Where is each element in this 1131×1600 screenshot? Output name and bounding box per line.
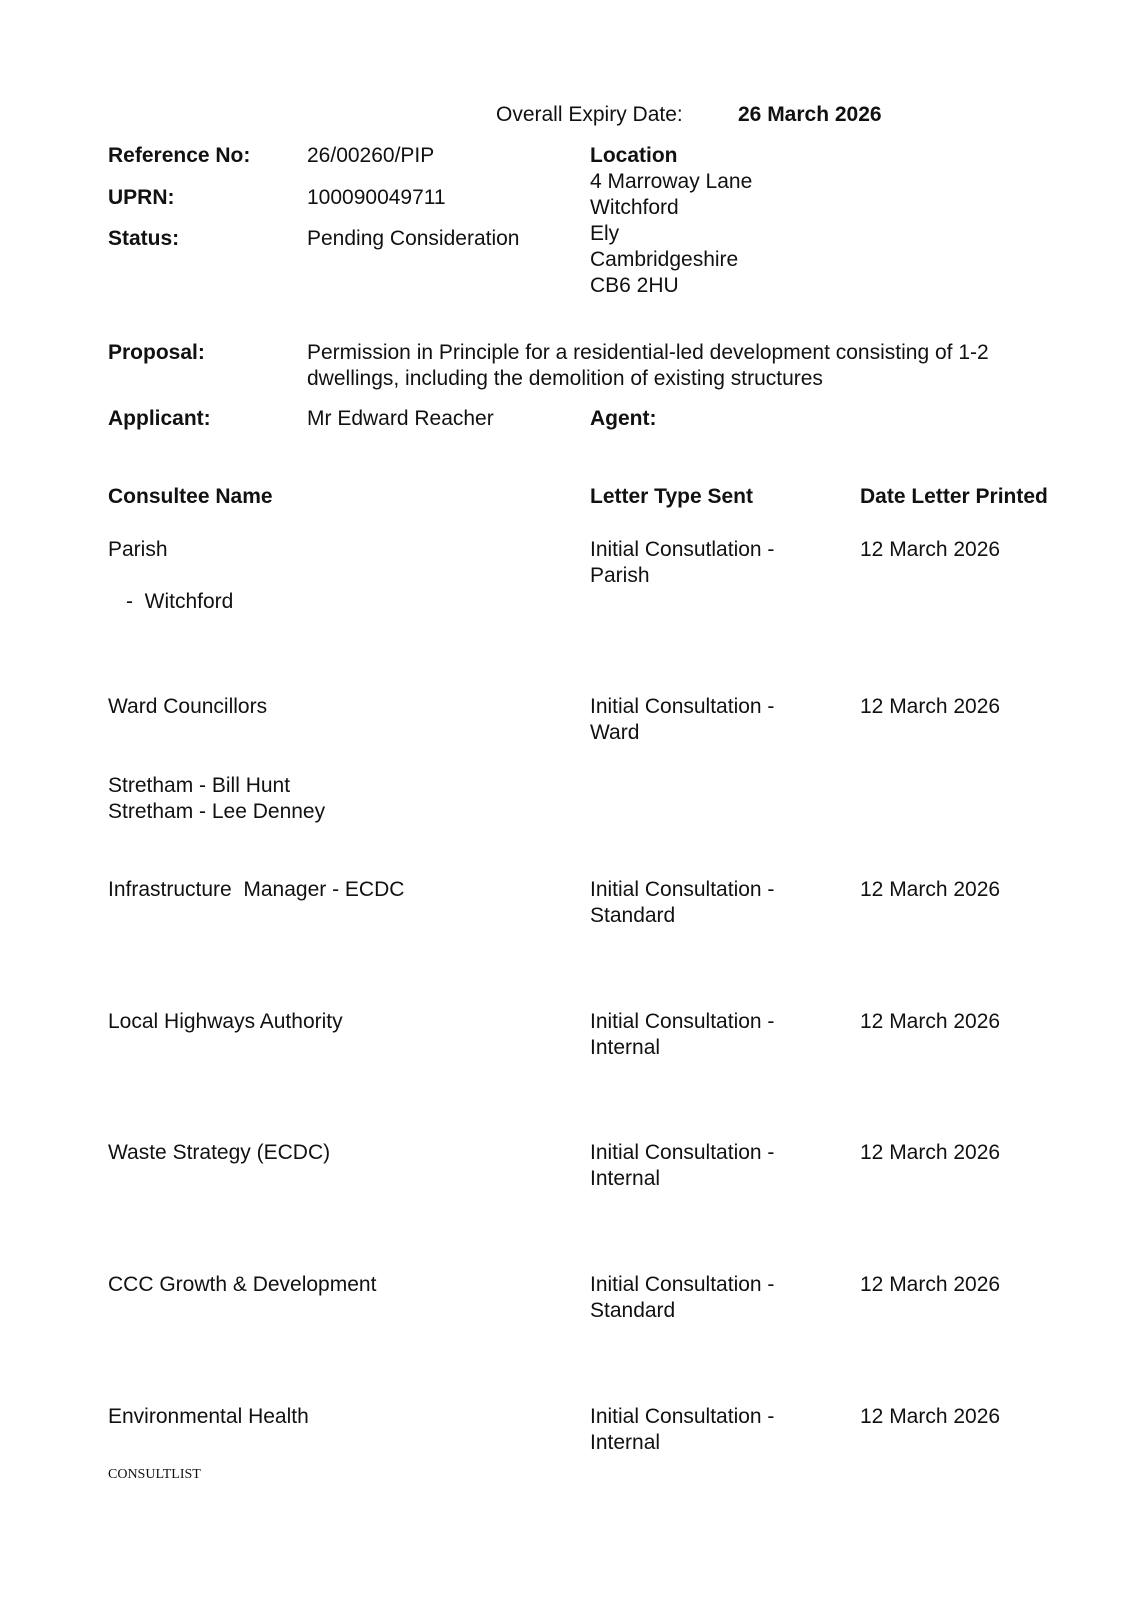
location-label: Location [590, 144, 678, 167]
footer-code: CONSULTLIST [108, 1467, 201, 1482]
reference-value: 26/00260/PIP [307, 144, 435, 167]
letter-type: Initial Consultation - [590, 1405, 775, 1428]
applicant-value: Mr Edward Reacher [307, 407, 494, 430]
location-line: Ely [590, 222, 620, 245]
proposal-label: Proposal: [108, 341, 205, 364]
letter-type: Initial Consultation - [590, 1273, 775, 1296]
proposal-line: dwellings, including the demolition of existing structures [307, 367, 823, 390]
letter-type: Initial Consutlation - [590, 538, 775, 561]
letter-type: Initial Consultation - [590, 1010, 775, 1033]
date-printed: 12 March 2026 [860, 1141, 1001, 1164]
date-printed: 12 March 2026 [860, 538, 1001, 561]
status-label: Status: [108, 227, 180, 250]
date-printed: 12 March 2026 [860, 1273, 1001, 1296]
column-header-consultee: Consultee Name [108, 485, 273, 508]
applicant-label: Applicant: [108, 407, 211, 430]
column-header-letter-type: Letter Type Sent [590, 485, 753, 508]
consultee-name: CCC Growth & Development [108, 1273, 377, 1296]
consultee-name: Local Highways Authority [108, 1010, 343, 1033]
letter-type: Initial Consultation - [590, 695, 775, 718]
agent-label: Agent: [590, 407, 657, 430]
letter-type: Internal [590, 1167, 661, 1190]
letter-type: Initial Consultation - [590, 1141, 775, 1164]
proposal-line: Permission in Principle for a residential-led development consisting of 1-2 [307, 341, 989, 364]
consultee-sub: Stretham - Lee Denney [108, 800, 326, 823]
uprn-value: 100090049711 [307, 186, 446, 209]
uprn-label: UPRN: [108, 186, 175, 209]
status-value: Pending Consideration [307, 227, 520, 250]
consultee-name: Waste Strategy (ECDC) [108, 1141, 331, 1164]
expiry-value: 26 March 2026 [738, 103, 882, 126]
consultee-name: Infrastructure Manager - ECDC [108, 878, 405, 901]
reference-label: Reference No: [108, 144, 251, 167]
date-printed: 12 March 2026 [860, 695, 1001, 718]
consultee-sub: - Witchford [126, 590, 234, 613]
letter-type: Internal [590, 1036, 661, 1059]
consultee-name: Environmental Health [108, 1405, 309, 1428]
letter-type: Standard [590, 904, 676, 927]
consultee-name: Ward Councillors [108, 695, 268, 718]
location-line: Cambridgeshire [590, 248, 739, 271]
location-line: 4 Marroway Lane [590, 170, 753, 193]
letter-type: Standard [590, 1299, 676, 1322]
column-header-date: Date Letter Printed [860, 485, 1048, 508]
letter-type: Internal [590, 1431, 661, 1454]
date-printed: 12 March 2026 [860, 1010, 1001, 1033]
letter-type: Initial Consultation - [590, 878, 775, 901]
expiry-label: Overall Expiry Date: [496, 103, 683, 126]
consultee-name: Parish [108, 538, 168, 561]
date-printed: 12 March 2026 [860, 878, 1001, 901]
consultee-sub: Stretham - Bill Hunt [108, 774, 291, 797]
location-line: Witchford [590, 196, 679, 219]
letter-type: Ward [590, 721, 640, 744]
date-printed: 12 March 2026 [860, 1405, 1001, 1428]
letter-type: Parish [590, 564, 650, 587]
location-line: CB6 2HU [590, 274, 679, 297]
